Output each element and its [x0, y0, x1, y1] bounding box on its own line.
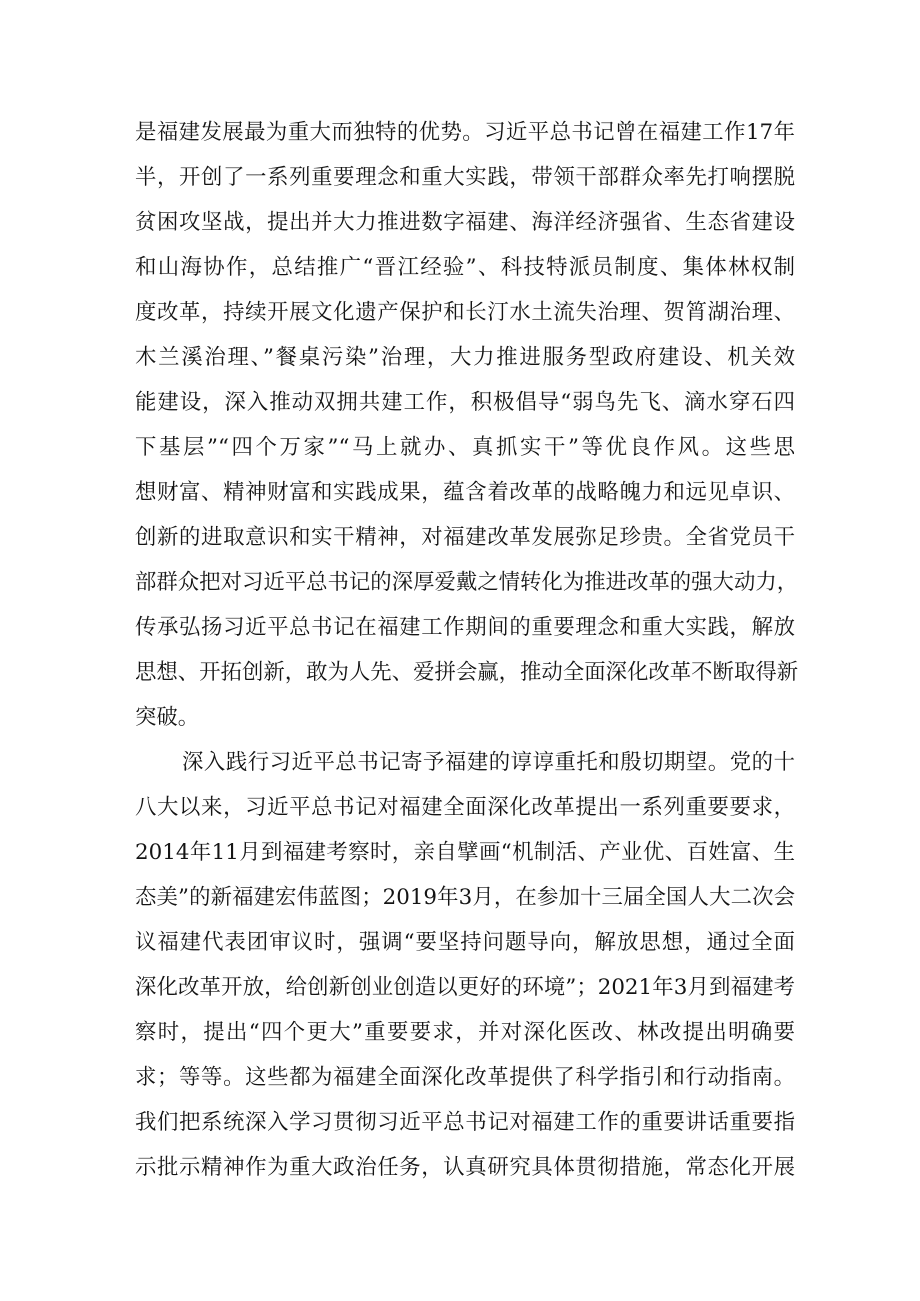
text-line: 求；等等。这些都为福建全面深化改革提供了科学指引和行动指南。: [135, 1065, 795, 1090]
text-line: 度改革，持续开展文化遗产保护和长汀水土流失治理、贺筲湖治理、: [135, 300, 795, 325]
text-line: 下基层”“四个万家”“马上就办、真抓实干”等优良作风。这些思: [135, 435, 795, 460]
text-line: 创新的进取意识和实干精神，对福建改革发展弥足珍贵。全省党员干: [135, 525, 795, 550]
text-line: 贫困攻坚战，提出并大力推进数字福建、海洋经济强省、生态省建设: [135, 210, 795, 235]
text-line: 示批示精神作为重大政治任务，认真研究具体贯彻措施，常态化开展: [135, 1155, 795, 1180]
text-line: 突破。: [135, 705, 200, 730]
text-line: 深入践行习近平总书记寄予福建的谆谆重托和殷切期望。党的十: [182, 750, 795, 775]
text-line: 传承弘扬习近平总书记在福建工作期间的重要理念和重大实践，解放: [135, 615, 795, 640]
text-line: 2014年11月到福建考察时，亲自擘画“机制活、产业优、百姓富、生: [135, 840, 795, 865]
text-line: 我们把系统深入学习贯彻习近平总书记对福建工作的重要讲话重要指: [135, 1110, 795, 1135]
text-line: 想财富、精神财富和实践成果，蕴含着改革的战略魄力和远见卓识、: [135, 480, 795, 505]
text-line: 八大以来，习近平总书记对福建全面深化改革提出一系列重要要求，: [135, 795, 795, 820]
text-line: 木兰溪治理、”餐桌污染”治理，大力推进服务型政府建设、机关效: [135, 345, 795, 370]
text-line: 深化改革开放，给创新创业创造以更好的环境”；2021年3月到福建考: [135, 975, 795, 1000]
text-line: 是福建发展最为重大而独特的优势。习近平总书记曾在福建工作17年: [135, 120, 795, 145]
text-line: 态美”的新福建宏伟蓝图；2019年3月，在参加十三届全国人大二次会: [135, 885, 795, 910]
text-line: 部群众把对习近平总书记的深厚爱戴之情转化为推进改革的强大动力，: [135, 570, 799, 595]
text-line: 半，开创了一系列重要理念和重大实践，带领干部群众率先打响摆脱: [135, 165, 795, 190]
text-line: 思想、开拓创新，敢为人先、爱拼会赢，推动全面深化改革不断取得新: [135, 660, 799, 685]
text-line: 能建设，深入推动双拥共建工作，积极倡导“弱鸟先飞、滴水穿石四: [135, 390, 795, 415]
text-line: 议福建代表团审议时，强调“要坚持问题导向，解放思想，通过全面: [135, 930, 795, 955]
text-line: 察时，提出“四个更大”重要要求，并对深化医改、林改提出明确要: [135, 1020, 795, 1045]
text-line: 和山海协作，总结推广“晋江经验”、科技特派员制度、集体林权制: [135, 255, 795, 280]
